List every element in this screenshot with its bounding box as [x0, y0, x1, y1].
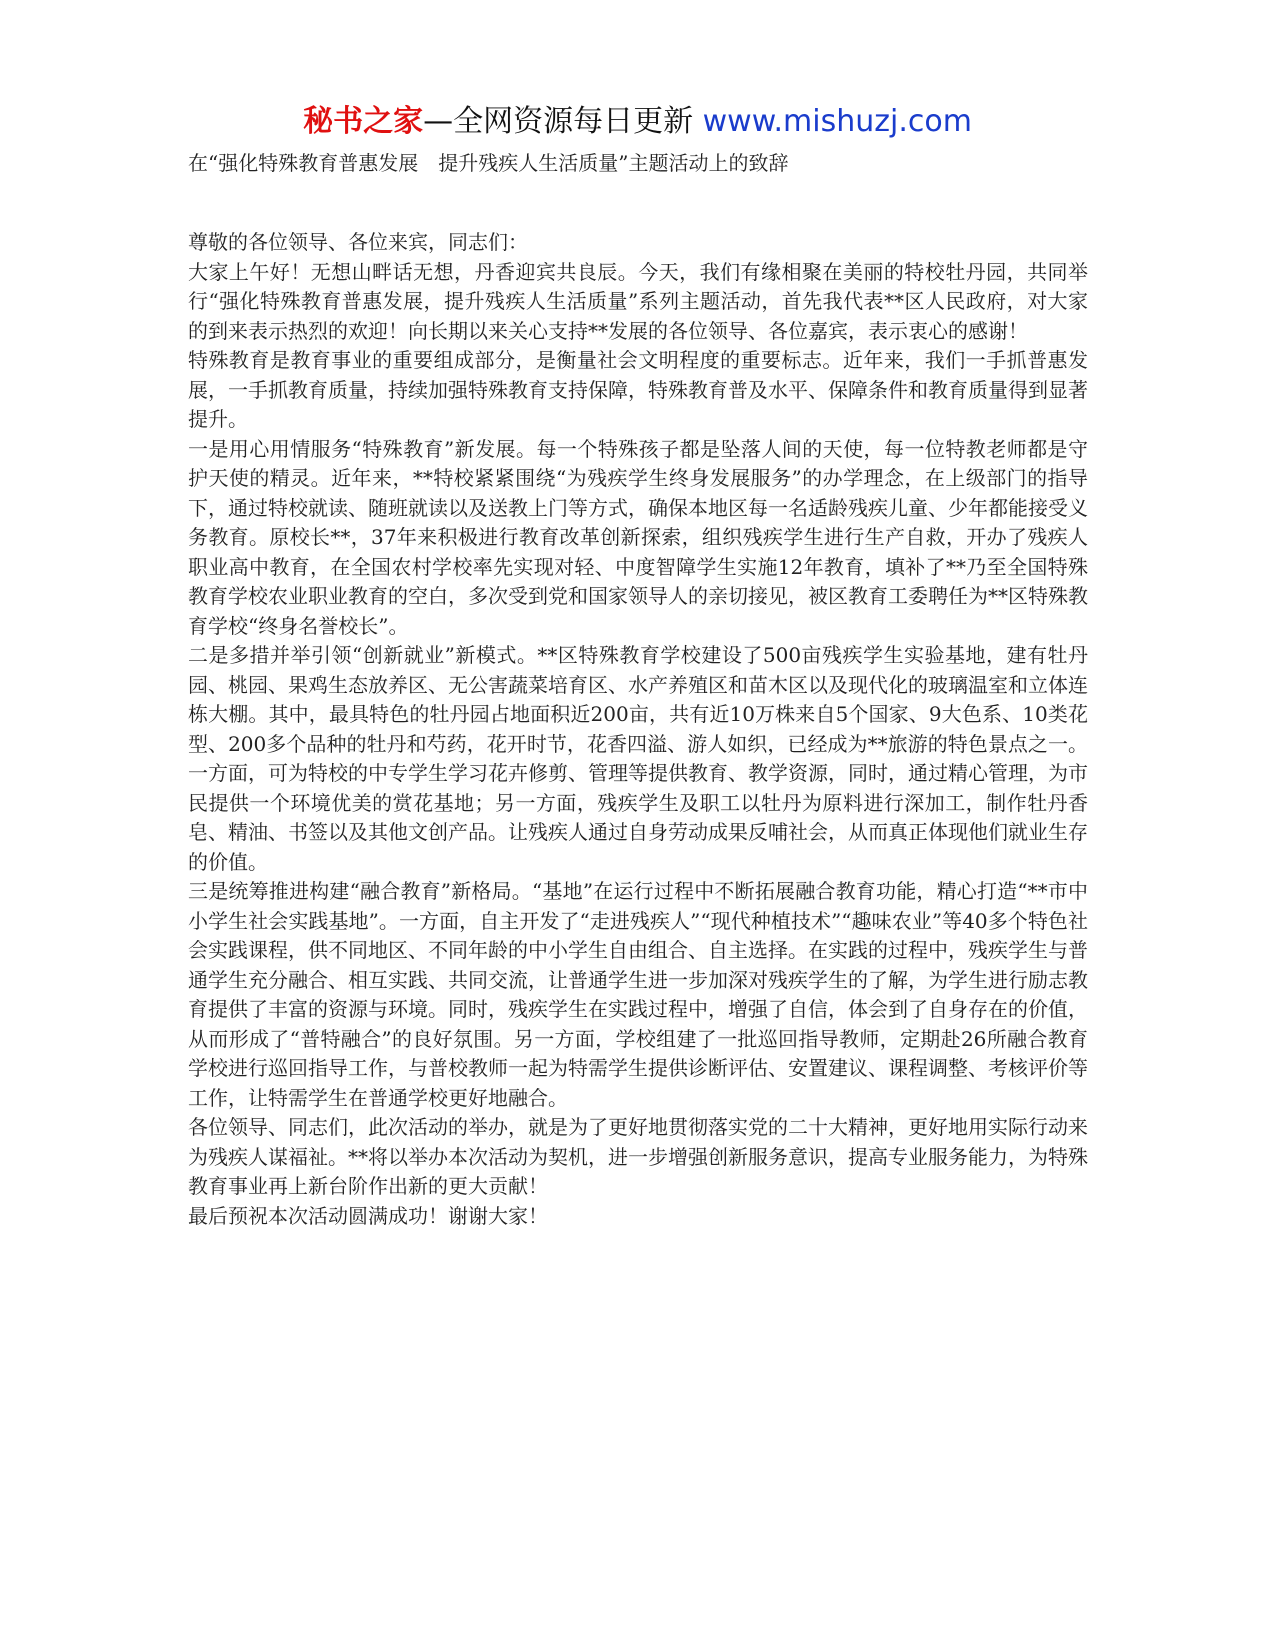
body-paragraph: 三是统筹推进构建“融合教育”新格局。“基地”在运行过程中不断拓展融合教育功能，精心打造“**市中小学生社会实践基地”。一方面，自主开发了“走进残疾人”“现代种植技术”“趣味农业”等40多个特色社会实践课程，供不同地区、不同年龄的中小学生自由组合、自主选择。在实践的过程中，残疾学生与普通学生充分融合、相互实践、共同交流，让普通学生进一步加深对残疾学生的了解，为学生进行励志教育提供了丰富的资源与环境。同时，残疾学生在实践过程中，增强了自信，体会到了自身存在的价值，从而形成了“普特融合”的良好氛围。另一方面，学校组建了一批巡回指导教师，定期赴26所融合教育学校进行巡回指导工作，与普校教师一起为特需学生提供诊断评估、安置建议、课程调整、考核评价等工作，让特需学生在普通学校更好地融合。 — [188, 879, 1088, 1110]
site-tagline: —全网资源每日更新 — [423, 104, 703, 139]
site-url-link[interactable]: www.mishuzj.com — [702, 104, 972, 139]
body-paragraph: 一是用心用情服务“特殊教育”新发展。每一个特殊孩子都是坠落人间的天使，每一位特教老师都是守护天使的精灵。近年来，**特校紧紧围绕“为残疾学生终身发展服务”的办学理念，在上级部门的指导下，通过特校就读、随班就读以及送教上门等方式，确保本地区每一名适龄残疾儿童、少年都能接受义务教育。原校长**，37年来积极进行教育改革创新探索，组织残疾学生进行生产自救，开办了残疾人职业高中教育，在全国农村学校率先实现对轻、中度智障学生实施12年教育，填补了**乃至全国特殊教育学校农业职业教育的空白，多次受到党和国家领导人的亲切接见，被区教育工委聘任为**区特殊教育学校“终身名誉校长”。 — [188, 436, 1088, 638]
body-paragraph: 二是多措并举引领“创新就业”新模式。**区特殊教育学校建设了500亩残疾学生实验基地，建有牡丹园、桃园、果鸡生态放养区、无公害蔬菜培育区、水产养殖区和苗木区以及现代化的玻璃温室和立体连栋大棚。其中，最具特色的牡丹园占地面积近200亩，共有近10万株来自5个国家、9大色系、10类花型、200多个品种的牡丹和芍药，花开时节，花香四溢、游人如织，已经成为**旅游的特色景点之一。一方面，可为特校的中专学生学习花卉修剪、管理等提供教育、教学资源，同时，通过精心管理，为市民提供一个环境优美的赏花基地；另一方面，残疾学生及职工以牡丹为原料进行深加工，制作牡丹香皂、精油、书签以及其他文创产品。让残疾人通过自身劳动成果反哺社会，从而真正体现他们就业生存的价值。 — [188, 643, 1088, 874]
site-header — [0, 102, 1275, 142]
document-title: 在“强化特殊教育普惠发展 提升残疾人生活质量”主题活动上的致辞 — [188, 151, 789, 175]
body-paragraph: 各位领导、同志们，此次活动的举办，就是为了更好地贯彻落实党的二十大精神，更好地用实际行动来为残疾人谋福祉。**将以举办本次活动为契机，进一步增强创新服务意识，提高专业服务能力，为特殊教育事业再上新台阶作出新的更大贡献！ — [188, 1115, 1088, 1198]
body-paragraph: 大家上午好！无想山畔话无想，丹香迎宾共良辰。今天，我们有缘相聚在美丽的特校牡丹园，共同举行“强化特殊教育普惠发展，提升残疾人生活质量”系列主题活动，首先我代表**区人民政府，对大家的到来表示热烈的欢迎！向长期以来关心支持**发展的各位领导、各位嘉宾，表示衷心的感谢！ — [188, 259, 1088, 343]
body-paragraph: 特殊教育是教育事业的重要组成部分，是衡量社会文明程度的重要标志。近年来，我们一手抓普惠发展，一手抓教育质量，持续加强特殊教育支持保障，特殊教育普及水平、保障条件和教育质量得到显著提升。 — [188, 348, 1088, 431]
document-body — [188, 228, 1088, 1231]
closing-paragraph: 最后预祝本次活动圆满成功！谢谢大家！ — [188, 1203, 548, 1228]
salutation-paragraph: 尊敬的各位领导、各位来宾，同志们： — [188, 230, 528, 254]
site-brand: 秘书之家 — [303, 104, 424, 139]
